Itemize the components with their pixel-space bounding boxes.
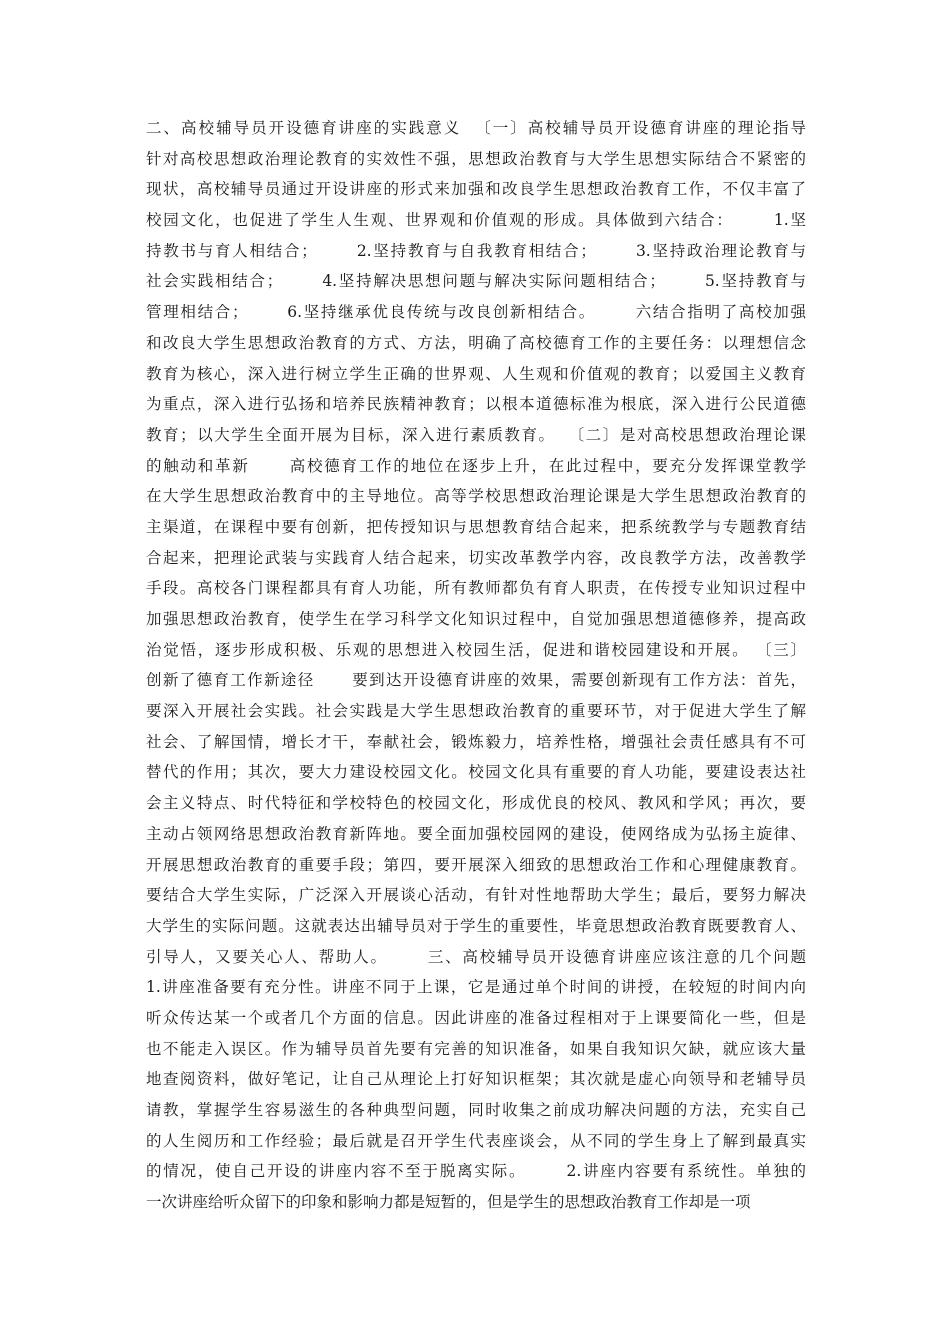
text-line: 治觉悟，逐步形成积极、乐观的思想进入校园生活，促进和谐校园建设和开展。 〔三〕 xyxy=(146,640,806,659)
text-line: 地查阅资料，做好笔记，让自己从理论上打好知识框架；其次就是虚心向领导和老辅导员 xyxy=(146,1070,806,1089)
text-line: 引导人，又要关心人、帮助人。 三、高校辅导员开设德育讲座应该注意的几个问题 xyxy=(146,947,806,966)
text-line: 要深入开展社会实践。社会实践是大学生思想政治教育的重要环节，对于促进大学生了解 xyxy=(146,702,806,721)
text-line: 合起来，把理论武装与实践育人结合起来，切实改革教学内容，改良教学方法，改善教学 xyxy=(146,548,806,567)
text-line: 的人生阅历和工作经验；最后就是召开学生代表座谈会，从不同的学生身上了解到最真实 xyxy=(146,1131,806,1150)
text-line: 加强思想政治教育，使学生在学习科学文化知识过程中，自觉加强思想道德修养，提高政 xyxy=(146,610,806,628)
text-line: 1.讲座准备要有充分性。讲座不同于上课，它是通过单个时间的讲授，在较短的时间内向 xyxy=(146,978,806,997)
text-line: 针对高校思想政治理论教育的实效性不强，思想政治教育与大学生思想实际结合不紧密的 xyxy=(146,149,806,168)
text-line: 现状，高校辅导员通过开设讲座的形式来加强和改良学生思想政治教育工作，不仅丰富了 xyxy=(146,180,806,199)
text-line: 教育；以大学生全面开展为目标，深入进行素质教育。 〔二〕是对高校思想政治理论课 xyxy=(146,425,806,444)
text-line: 手段。高校各门课程都具有育人功能，所有教师都负有育人职责，在传授专业知识过程中 xyxy=(146,579,806,598)
text-line: 教育为核心，深入进行树立学生正确的世界观、人生观和价值观的教育；以爱国主义教育 xyxy=(146,364,806,383)
text-line: 要结合大学生实际，广泛深入开展谈心活动，有针对性地帮助大学生；最后，要努力解决 xyxy=(146,886,806,905)
text-line: 社会实践相结合； 4.坚持解决思想问题与解决实际问题相结合； 5.坚持教育与 xyxy=(146,272,806,291)
text-line: 社会、了解国情，增长才干，奉献社会，锻炼毅力，培养性格，增强社会责任感具有不可 xyxy=(146,732,806,751)
text-line: 听众传达某一个或者几个方面的信息。因此讲座的准备过程相对于上课要简化一些，但是 xyxy=(146,1008,806,1027)
text-line: 管理相结合； 6.坚持继承优良传统与改良创新相结合。 六结合指明了高校加强 xyxy=(146,303,806,322)
text-line: 持教书与育人相结合； 2.坚持教育与自我教育相结合； 3.坚持政治理论教育与 xyxy=(146,241,806,260)
text-line: 的触动和革新 高校德育工作的地位在逐步上升，在此过程中，要充分发挥课堂教学 xyxy=(146,456,806,475)
text-line: 为重点，深入进行弘扬和培养民族精神教育；以根本道德标准为根底，深入进行公民道德 xyxy=(146,395,806,414)
text-line: 请教，掌握学生容易滋生的各种典型问题，同时收集之前成功解决问题的方法，充实自己 xyxy=(146,1101,806,1119)
text-line: 的情况，使自己开设的讲座内容不至于脱离实际。 2.讲座内容要有系统性。单独的 xyxy=(146,1162,806,1181)
text-line: 开展思想政治教育的重要手段；第四，要开展深入细致的思想政治工作和心理健康教育。 xyxy=(146,855,806,874)
text-line: 替代的作用；其次，要大力建设校园文化。校园文化具有重要的育人功能，要建设表达社 xyxy=(146,763,806,782)
text-line: 主动占领网络思想政治教育新阵地。要全面加强校园网的建设，使网络成为弘扬主旋律、 xyxy=(146,824,806,843)
text-line: 大学生的实际问题。这就表达出辅导员对于学生的重要性，毕竟思想政治教育既要教育人、 xyxy=(146,916,806,935)
text-line: 一次讲座给听众留下的印象和影响力都是短暂的，但是学生的思想政治教育工作却是一项 xyxy=(146,1193,751,1212)
text-line: 创新了德育工作新途径 要到达开设德育讲座的效果，需要创新现有工作方法：首先， xyxy=(146,671,806,690)
body-text xyxy=(146,113,806,1218)
text-line: 二、高校辅导员开设德育讲座的实践意义 〔一〕高校辅导员开设德育讲座的理论指导 xyxy=(146,119,806,137)
text-line: 主渠道，在课程中要有创新，把传授知识与思想教育结合起来，把系统教学与专题教育结 xyxy=(146,517,806,536)
text-line: 校园文化，也促进了学生人生观、世界观和价值观的形成。具体做到六结合： 1.坚 xyxy=(146,211,806,230)
text-line: 会主义特点、时代特征和学校特色的校园文化，形成优良的校风、教风和学风；再次，要 xyxy=(146,794,806,813)
text-line: 也不能走入误区。作为辅导员首先要有完善的知识准备，如果自我知识欠缺，就应该大量 xyxy=(146,1039,806,1058)
text-line: 在大学生思想政治教育中的主导地位。高等学校思想政治理论课是大学生思想政治教育的 xyxy=(146,487,806,506)
text-line: 和改良大学生思想政治教育的方式、方法，明确了高校德育工作的主要任务：以理想信念 xyxy=(146,333,806,352)
